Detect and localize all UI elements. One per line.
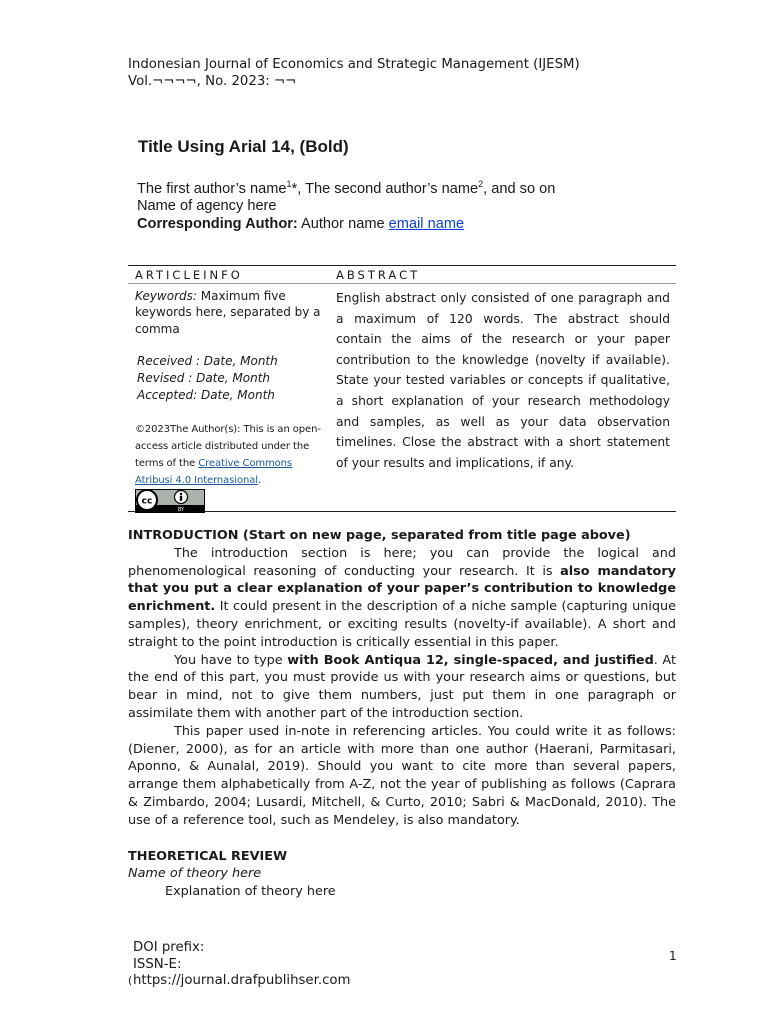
issn: ISSN-E: [133, 956, 182, 972]
corresponding-label: Corresponding Author: [137, 215, 298, 232]
revised-date: Revised : Date, Month [137, 371, 271, 386]
author-names [137, 176, 555, 198]
email-link[interactable]: email name [388, 215, 465, 232]
corresponding-name: Author name [297, 215, 389, 232]
keywords-label: Keywords: [135, 289, 197, 303]
journal-header [128, 57, 580, 90]
paper-title: Title Using Arial 14, (Bold) [138, 137, 349, 156]
accepted-date: Accepted: Date, Month [137, 388, 275, 403]
intro-p2-emphasis: with Book Antiqua 12, single-spaced, and justified [287, 652, 654, 668]
article-info-heading: ARTICLEINFO [135, 268, 243, 282]
article-info-column [135, 288, 325, 513]
table-divider [128, 283, 676, 284]
introduction-paragraph-2 [128, 652, 676, 723]
abstract-heading: ABSTRACT [336, 268, 421, 282]
theoretical-review-heading: THEORETICAL REVIEW [128, 848, 288, 864]
cc-by-license-icon[interactable] [135, 489, 205, 513]
author-block [137, 176, 555, 233]
footer-paren: ( [128, 974, 133, 987]
page-number: 1 [669, 949, 677, 963]
keywords-text: Maximum five keywords here, separated by a comma [135, 289, 321, 336]
cc-badge-label: BY [177, 506, 185, 513]
doi-prefix: DOI prefix: [133, 940, 205, 955]
abstract-text: English abstract only consisted of one paragraph and a maximum of 120 words. The abstract should contain the aims of the research or your paper contribution to the knowledge (novelty if available). State your tested variables or concepts if qualitative, a short explanation of your research methodology and samples, as well as your data observation timelines. Close the abstract with a short statement of your results and implications, if any. [336, 291, 670, 470]
second-author-affiliation: 2 [478, 179, 484, 189]
intro-p1-text-a: The introduction section is here; you can provide the logical and phenomenological reasoning of conducting your research. It is [128, 545, 676, 579]
license-end: . [257, 474, 262, 486]
second-author: *, The second author’s name [291, 180, 479, 197]
license-statement [135, 421, 325, 489]
license-link[interactable]: Creative Commons Atribusi 4.0 Internasional [135, 457, 293, 486]
theory-name: Name of theory here [128, 866, 262, 882]
main-body [128, 527, 676, 901]
article-info-table [128, 265, 676, 512]
svg-text:cc: cc [141, 496, 153, 507]
article-dates [135, 353, 325, 405]
corresponding-author [137, 216, 555, 234]
theory-explanation: Explanation of theory here [165, 884, 336, 900]
first-author: The first author’s name [137, 180, 287, 197]
journal-url[interactable]: https://journal.drafpublihser.com [133, 973, 351, 988]
keywords [135, 288, 325, 337]
journal-name: Indonesian Journal of Economics and Strategic Management (IJESM) [128, 57, 580, 72]
section-spacer [128, 830, 676, 848]
page-footer [128, 940, 351, 990]
introduction-heading: INTRODUCTION (Start on new page, separated from title page above) [128, 528, 631, 543]
intro-p1-emphasis: also mandatory that you put a clear explanation of your paper’s contribution to knowledge enrichment. [128, 563, 676, 615]
volume-line: Vol.¬¬¬¬, No. 2023: ¬¬ [128, 73, 297, 89]
first-author-affiliation: 1 [286, 179, 292, 189]
received-date: Received : Date, Month [137, 353, 278, 368]
intro-p2-text-b: . At the end of this part, you must provide us with your research aims or questions, but bear in mind, not to give them numbers, just put them in one paragraph or assimilate them with another part of the introduction section. [128, 652, 676, 721]
license-text: ©2023The Author(s): This is an open-access article distributed under the terms of the [135, 423, 321, 469]
authors-rest: , and so on [483, 180, 556, 197]
agency-name: Name of agency here [137, 198, 277, 215]
intro-p1-text-b: It could present in the description of a niche sample (capturing unique samples), theory enrichment, or exciting results (novelty-if available). A short and straight to the point introduction is critically essential in this paper. [128, 599, 676, 650]
intro-p2-text-a: You have to type [174, 652, 288, 668]
introduction-paragraph-1 [128, 545, 676, 652]
introduction-paragraph-3: This paper used in-note in referencing articles. You could write it as follows: (Diener, 2000), as for an article with more than one author (Haerani, Parmitasari, Aponno, & Aunalal, 2019). Should you want to cite more than several papers, arrange them alphabetically from A-Z, not the year of publishing as follows (Caprara & Zimbardo, 2004; Lusardi, Mitchell, & Curto, 2010; Sabri & MacDonald, 2010). The use of a reference tool, such as Mendeley, is also mandatory. [128, 723, 676, 828]
